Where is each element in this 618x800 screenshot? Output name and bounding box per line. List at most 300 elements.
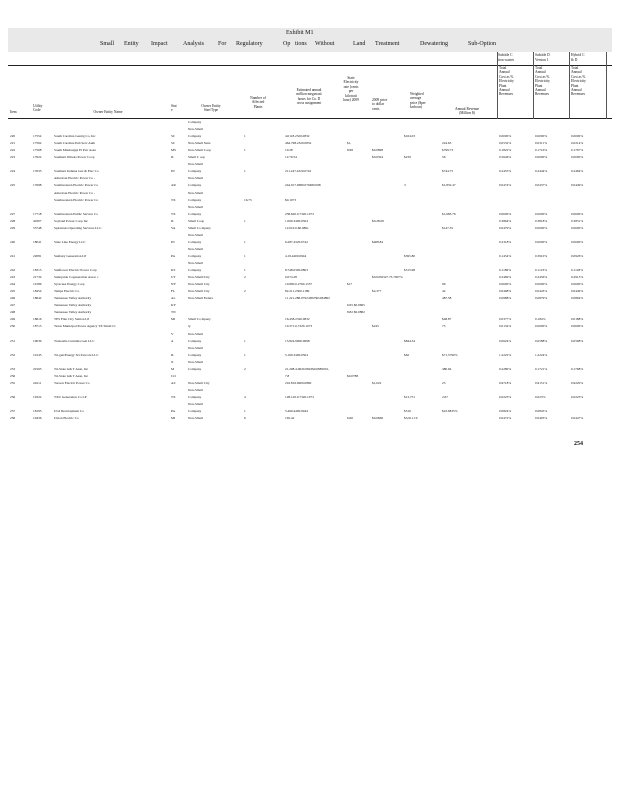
- cell-name: Southern Illinois Power Coop: [54, 155, 95, 160]
- cell-h: 0.0447%: [571, 416, 584, 421]
- cell-h: 0.1768%: [571, 366, 584, 371]
- cell-c: 0.0988%: [499, 296, 512, 301]
- cell-name: South Carolina Genrtg Co, Inc: [54, 134, 96, 139]
- cell-n: 1: [244, 218, 246, 223]
- cell-rev: $1,832.47: [442, 183, 456, 188]
- cell-d: 0.0000%: [535, 282, 548, 287]
- header-annual-revenue: Annual Revenue (Million $): [454, 107, 480, 116]
- cell-rate: $0.0788: [347, 373, 359, 378]
- cell-d: 0.0443%: [535, 289, 548, 294]
- cell-item: 258: [10, 416, 16, 421]
- cell-name: Tucson Electric Power Co: [54, 380, 90, 385]
- cell-n: 1: [244, 169, 246, 174]
- cell-item: 257: [10, 409, 16, 414]
- cell-n: 1: [244, 338, 246, 343]
- cell-wavg: $515.98: [404, 268, 416, 273]
- cell-size: Company: [188, 120, 202, 124]
- cell-name: Sunflower Electric Power Corp: [54, 268, 97, 273]
- table-row: [0, 374, 618, 380]
- cell-size: Company: [188, 183, 202, 188]
- cell-item: 245: [10, 289, 16, 294]
- cell-size: Small Co mpany: [188, 317, 211, 322]
- cell-mwh: 128.120.0.7320.1073: [285, 394, 314, 399]
- cell-st: X: [171, 359, 174, 364]
- header-item: Item: [10, 110, 17, 114]
- cell-h: 0.0000%: [571, 134, 584, 139]
- table-row: [0, 226, 618, 232]
- cell-item: 247: [10, 303, 16, 308]
- cell-h: 0.0000%: [571, 225, 584, 230]
- cell-d: 0.0311%: [535, 141, 548, 146]
- header-price-conversion: 2009 price to dollar cents: [372, 98, 388, 111]
- cell-size: Company: [188, 239, 202, 244]
- cell-code: 17568: [33, 148, 42, 153]
- cell-c: 0.0134%: [499, 324, 512, 329]
- title-word: Impact: [151, 41, 168, 47]
- cell-d: 0.0000%: [535, 211, 548, 216]
- cell-code: 17562: [33, 141, 42, 146]
- cell-size: Company: [188, 394, 202, 399]
- cell-c: 0.0472%: [499, 416, 512, 421]
- cell-c: 0.1186%: [499, 268, 512, 273]
- cell-mwh: 244.917.9680.079480.098: [285, 183, 321, 188]
- cell-name: Soyland Power Coop Inc: [54, 218, 88, 223]
- cell-d: 0.1123%: [535, 268, 548, 273]
- cell-h: 0.0449%: [571, 289, 584, 294]
- table-row: [0, 169, 618, 175]
- cell-mwh: 216.816.6900.0860: [285, 380, 312, 385]
- header-owner-entity-size-type: Owner Entity Size/Type: [201, 104, 221, 113]
- header-pct-c: Total Annual Cost as % Electricity Plant Annual Revenues: [499, 66, 514, 97]
- cell-mwh: 10.800.0.2760.1557: [285, 282, 313, 287]
- cell-st: TX: [171, 394, 176, 399]
- cell-size: Non-Small State: [188, 141, 211, 146]
- cell-st: UT: [171, 275, 176, 280]
- cell-item: 248: [10, 310, 16, 315]
- cell-st: TN: [171, 310, 176, 315]
- subcolumn-d-label: Subtitle D Version 1: [535, 53, 550, 62]
- cell-name: Tri-State G& T Assn, Inc: [54, 366, 89, 371]
- cell-st: A: [171, 338, 174, 343]
- table-row: [0, 275, 618, 281]
- cell-code: 19145: [33, 352, 42, 357]
- cell-size: Non-Small/City: [188, 275, 210, 280]
- cell-st: IN: [171, 239, 175, 244]
- table-row: [0, 317, 618, 323]
- cell-name: Southwestern Public Service Co: [54, 211, 98, 216]
- cell-d: 0.2444%: [535, 169, 548, 174]
- cell-item: 223: [10, 155, 16, 160]
- cell-size: Non-Small: [188, 402, 203, 406]
- cell-h: 0.0223%: [571, 394, 584, 399]
- cell-conv: $0.0304: [372, 155, 384, 160]
- header-utility-code: Utility Code: [33, 104, 43, 113]
- table-row: [0, 254, 618, 260]
- cell-st: MS: [171, 148, 176, 153]
- table-row: [0, 134, 618, 140]
- cell-item: 222: [10, 148, 16, 153]
- cell-size: Non-Small: [188, 246, 203, 251]
- cell-item: 225: [10, 183, 16, 188]
- table-row: [0, 120, 618, 126]
- cell-name: State Line Energy LLC: [54, 239, 86, 244]
- cell-mwh: 7.8: [285, 373, 290, 378]
- cell-h: 0.0598%: [571, 338, 584, 343]
- cell-conv: $0.0666: [372, 416, 384, 421]
- cell-item: 256: [10, 373, 16, 378]
- title-word: Treatment: [375, 41, 400, 47]
- cell-size: Company: [188, 211, 202, 216]
- cell-code: 18454: [33, 289, 42, 294]
- cell-mwh: 10.371.0.7320.1073: [285, 324, 313, 329]
- cell-code: 18195: [33, 409, 42, 414]
- cell-wavg: $395.80: [404, 253, 416, 258]
- cell-size: Non-Small: [188, 127, 203, 132]
- cell-name: Southwestern Electric Power Co: [54, 183, 99, 188]
- table-row: [0, 198, 618, 204]
- table-row: [0, 289, 618, 295]
- cell-d: 0.1716%: [535, 148, 548, 153]
- cell-n: 16.73: [244, 197, 252, 202]
- cell-rate: 6.65 $0.0665: [347, 303, 365, 308]
- title-word: Without: [315, 41, 335, 47]
- cell-item: 250: [10, 324, 16, 329]
- cell-wavg: $164.03: [404, 134, 416, 139]
- cell-rev: 42: [442, 289, 446, 294]
- cell-name: UGI Development Co: [54, 409, 84, 414]
- cell-d: 0.3818%: [535, 218, 548, 223]
- cell-mwh: 16.458.2320.0832: [285, 317, 310, 322]
- cell-size: Non-Small Federa: [188, 296, 213, 301]
- cell-name: Tri-State G& T Assn, Inc: [54, 373, 89, 378]
- cell-mwh: 1.069.3400.0304: [285, 218, 308, 223]
- cell-c: 0.0000%: [499, 282, 512, 287]
- cell-name: TXU Generation Co LP: [54, 394, 87, 399]
- cell-size: Company: [188, 134, 202, 139]
- cell-rate: 6.66: [347, 416, 353, 421]
- cell-mwh: 238.620.0.7320.1073: [285, 211, 314, 216]
- table-row: [0, 261, 618, 267]
- cell-size: Non-Small: [188, 331, 203, 336]
- cell-code: 21734: [33, 275, 42, 280]
- header-bottom-rule: [8, 118, 612, 119]
- cell-size: Non-Small: [188, 345, 203, 350]
- cell-st: CO: [171, 373, 176, 378]
- cell-st: FL: [171, 289, 175, 294]
- cell-c: 0.0000%: [499, 211, 512, 216]
- column-divider: [569, 52, 570, 119]
- cell-mwh: 5.169.3400.0304: [285, 352, 308, 357]
- table-row: [0, 416, 618, 422]
- cell-code: 22081: [33, 253, 42, 258]
- cell-size: Non-Small: [188, 162, 203, 167]
- cell-mwh: 15.824.9900.0698: [285, 338, 310, 343]
- cell-st: TX: [171, 197, 176, 202]
- cell-wavg: 3: [404, 183, 406, 188]
- cell-c: 1.2222%: [499, 352, 512, 357]
- cell-mwh: 10.28: [285, 148, 293, 153]
- cell-mwh: $0.1073: [285, 197, 297, 202]
- cell-h: 0.0000%: [571, 239, 584, 244]
- cell-size: Non-Small City: [188, 289, 210, 294]
- cell-item: 251: [10, 338, 16, 343]
- cell-st: VA: [171, 225, 176, 230]
- cell-code: 19436: [33, 416, 42, 421]
- header-pct-hybrid: Total Annual Cost as % Electricity Plant Annual Revenues: [571, 66, 586, 97]
- title-word: Dewatering: [420, 41, 448, 47]
- cell-code: 18315: [33, 268, 42, 273]
- cell-code: 40307: [33, 218, 42, 223]
- cell-h: 0.0000%: [571, 324, 584, 329]
- cell-c: 0.0474%: [499, 183, 512, 188]
- cell-size: Company: [188, 197, 202, 202]
- cell-rev: $147.35: [442, 225, 454, 230]
- cell-name: Syracuse Energy Corp: [54, 282, 85, 287]
- cell-size: Non-Small: [188, 261, 203, 265]
- cell-c: 0.2455%: [499, 169, 512, 174]
- cell-size: Non-Small Coop: [188, 148, 212, 153]
- cell-size: Non-Small: [188, 232, 203, 237]
- table-row: [0, 141, 618, 147]
- cell-size: Company: [188, 366, 202, 371]
- cell-item: 228: [10, 218, 16, 223]
- cell-code: 17633: [33, 169, 42, 174]
- cell-st: KS: [171, 268, 176, 273]
- cell-conv: $0.0456327.73.7007%: [372, 275, 403, 280]
- cell-size: Non-Small: [188, 176, 203, 181]
- cell-conv: $468.84: [372, 239, 384, 244]
- cell-h: 0.1128%: [571, 268, 584, 273]
- cell-n: 1: [244, 352, 246, 357]
- cell-code: 19039: [33, 338, 42, 343]
- cell-rev: 96: [442, 282, 446, 287]
- table-row: [0, 282, 618, 288]
- cell-item: 252: [10, 352, 16, 357]
- cell-n: 2: [244, 275, 246, 280]
- cell-n: 2: [244, 366, 246, 371]
- table-row: [0, 310, 618, 316]
- cell-conv: $0.28.09: [372, 218, 384, 223]
- cell-code: 18642: [33, 296, 42, 301]
- cell-n: 1: [244, 239, 246, 244]
- cell-n: 1: [244, 268, 246, 273]
- cell-item: 242: [10, 268, 16, 273]
- cell-mwh: 5.469.4400.0944: [285, 409, 308, 414]
- cell-st: M: [171, 366, 175, 371]
- cell-c: 0.0223%: [499, 394, 512, 399]
- cell-st: AL: [171, 296, 176, 301]
- cell-d: 0.0000%: [535, 155, 548, 160]
- cell-rev: $71.5790%: [442, 352, 458, 357]
- cell-d: 0.0879%: [535, 296, 548, 301]
- cell-code: 19322: [33, 394, 42, 399]
- table-row: [0, 219, 618, 225]
- table-row: [0, 127, 618, 133]
- cell-h: 0.3831%: [571, 218, 584, 223]
- cell-mwh: 12.019.0.$0.0861: [285, 225, 309, 230]
- cell-size: Non-Small City: [188, 282, 210, 287]
- cell-size: Small Coop: [188, 218, 205, 223]
- cell-mwh: 165.42: [285, 416, 295, 421]
- title-word: For: [218, 41, 227, 47]
- header-state: Stat e: [171, 104, 177, 113]
- cell-item: 220: [10, 134, 16, 139]
- cell-wavg: $844.34: [404, 338, 416, 343]
- cell-rate: 8.82 $0.0882: [347, 310, 365, 315]
- cell-st: V: [171, 331, 174, 336]
- column-divider: [533, 52, 534, 119]
- cell-st: PA: [171, 409, 176, 414]
- header-affected-plants: Number of Affected Plants: [250, 96, 266, 109]
- cell-name: Sunbury Generation LP: [54, 253, 87, 258]
- cell-size: Non-Small: [188, 387, 203, 392]
- cell-n: 6: [244, 416, 246, 421]
- cell-mwh: 4.19.4400.0944: [285, 253, 307, 258]
- cell-size: Company: [188, 253, 202, 258]
- title-word: Land: [353, 41, 366, 47]
- cell-n: 1: [244, 253, 246, 258]
- cell-item: 229: [10, 225, 16, 230]
- cell-name: Tennessee Valley Authority: [54, 296, 92, 301]
- table-row: [0, 332, 618, 338]
- cell-st: SC: [171, 134, 176, 139]
- cell-mwh: 12.79.54: [285, 155, 297, 160]
- cell-mwh: 6.287.4320.0742: [285, 239, 308, 244]
- table-row: [0, 296, 618, 302]
- cell-st: MI: [171, 317, 176, 322]
- cell-rate: $17: [347, 282, 353, 287]
- cell-c: 0.9718%: [499, 380, 512, 385]
- cell-d: 0.0000%: [535, 134, 548, 139]
- table-row: [0, 191, 618, 197]
- cell-rate: 8.98: [347, 148, 353, 153]
- table-row: [0, 212, 618, 218]
- cell-item: 246: [10, 296, 16, 301]
- cell-code: 24211: [33, 380, 42, 385]
- cell-item: 249: [10, 317, 16, 322]
- page-number: 254: [574, 441, 583, 447]
- header-weighted-average-price: Weighted average price ($per kwhour): [410, 92, 426, 110]
- cell-h: 0.1767%: [571, 148, 584, 153]
- cell-item: 240: [10, 239, 16, 244]
- cell-c: 0.0624%: [499, 338, 512, 343]
- cell-d: 0.0437%: [535, 183, 548, 188]
- cell-mwh: 464.798.2320.0832: [285, 141, 312, 146]
- cell-wavg: $3,911.19: [404, 416, 418, 421]
- cell-item: 255: [10, 380, 16, 385]
- cell-mwh: 11 221.288.0792.0897$0.084892: [285, 296, 330, 301]
- cell-rev: 480.94: [442, 366, 452, 371]
- cell-d: 0.0000%: [535, 324, 548, 329]
- cell-d: 0.0588%: [535, 338, 548, 343]
- table-row: [0, 162, 618, 168]
- table-row: [0, 233, 618, 239]
- cell-name: Texas Municipal Power Agency TX Small Ci: [54, 324, 116, 329]
- subcolumn-c-label: Subtitle C tion wastes: [498, 53, 515, 62]
- cell-name: Sunnyside Cogeneration Assoc c: [54, 275, 99, 280]
- table-row: [0, 268, 618, 274]
- cell-item: 227: [10, 211, 16, 216]
- cell-d: 0.2456%: [535, 275, 548, 280]
- cell-c: 0.0000%: [499, 134, 512, 139]
- cell-rev: $744.75: [442, 169, 454, 174]
- cell-size: Company: [188, 169, 202, 174]
- cell-c: 0.0498%: [499, 289, 512, 294]
- cell-rev: 2.67: [442, 394, 448, 399]
- subcolumn-hybrid-label: Hybrid C & D: [571, 53, 585, 62]
- cell-d: 0.184%: [535, 317, 546, 322]
- cell-h: 0.0449%: [571, 183, 584, 188]
- cell-name: Tampa Electric Co: [54, 289, 80, 294]
- cell-rev: 73: [442, 324, 446, 329]
- cell-name: South Mississippi El Pwr Assn: [54, 148, 96, 153]
- cell-d: 0.0403%: [535, 416, 548, 421]
- cell-rev: $1,683.76: [442, 211, 456, 216]
- cell-size: Company: [188, 268, 202, 273]
- cell-wavg: $62: [404, 352, 410, 357]
- cell-name: South Carolina Pub Serv Auth: [54, 141, 96, 146]
- cell-item: 253: [10, 366, 16, 371]
- cell-size: Small C oop: [188, 155, 205, 160]
- cell-wavg: $239: [404, 155, 411, 160]
- cell-h: 0.2913%: [571, 275, 584, 280]
- cell-size: Small Co mpany: [188, 225, 211, 230]
- cell-name: Union Electric Co: [54, 416, 79, 421]
- cell-c: 0.2318%: [499, 239, 512, 244]
- cell-c: 0.5646%: [499, 155, 512, 160]
- column-divider: [497, 52, 498, 119]
- table-row: [0, 205, 618, 211]
- cell-rev: 25: [442, 380, 446, 385]
- cell-code: 17698: [33, 183, 42, 188]
- cell-code: 19186: [33, 282, 42, 287]
- table-row: [0, 324, 618, 330]
- cell-code: 18041: [33, 239, 42, 244]
- cell-name: American Electric Power Co -: [54, 190, 96, 195]
- header-annual-mwh: Estimated annual million megawatt hours for Co. D cross assignment: [296, 88, 322, 106]
- cell-code: 18715: [33, 324, 42, 329]
- cell-d: 0.9151%: [535, 380, 548, 385]
- cell-code: 17622: [33, 155, 42, 160]
- table-row: [0, 402, 618, 408]
- cell-item: 243: [10, 275, 16, 280]
- cell-name: Southern Indiana Gas & Elec Co: [54, 169, 99, 174]
- cell-c: 0.0532%: [499, 141, 512, 146]
- cell-wavg: $516: [404, 409, 411, 414]
- cell-size: Company: [188, 352, 202, 357]
- cell-size: Non-Small City: [188, 380, 210, 385]
- cell-rev: $22.0835%: [442, 409, 458, 414]
- cell-mwh: 82.211.2300.1189: [285, 289, 310, 294]
- cell-c: 0.2280%: [499, 366, 512, 371]
- table-row: [0, 409, 618, 415]
- cell-h: 0.0214%: [571, 141, 584, 146]
- cell-st: KY: [171, 303, 176, 308]
- table-row: [0, 183, 618, 189]
- header-owner-entity-name: Owner Entity Name: [93, 110, 123, 114]
- table-row: [0, 339, 618, 345]
- cell-name: American Electric Power Co -: [54, 176, 96, 181]
- cell-item: 221: [10, 141, 16, 146]
- column-divider: [606, 52, 607, 119]
- cell-c: 0.0824%: [499, 409, 512, 414]
- cell-conv: $245: [372, 324, 379, 329]
- table-row: [0, 353, 618, 359]
- table-row: [0, 155, 618, 161]
- cell-name: Tennessee Valley Authority: [54, 303, 92, 308]
- cell-mwh: 0.074.28: [285, 275, 297, 280]
- cell-size: Company: [188, 409, 202, 414]
